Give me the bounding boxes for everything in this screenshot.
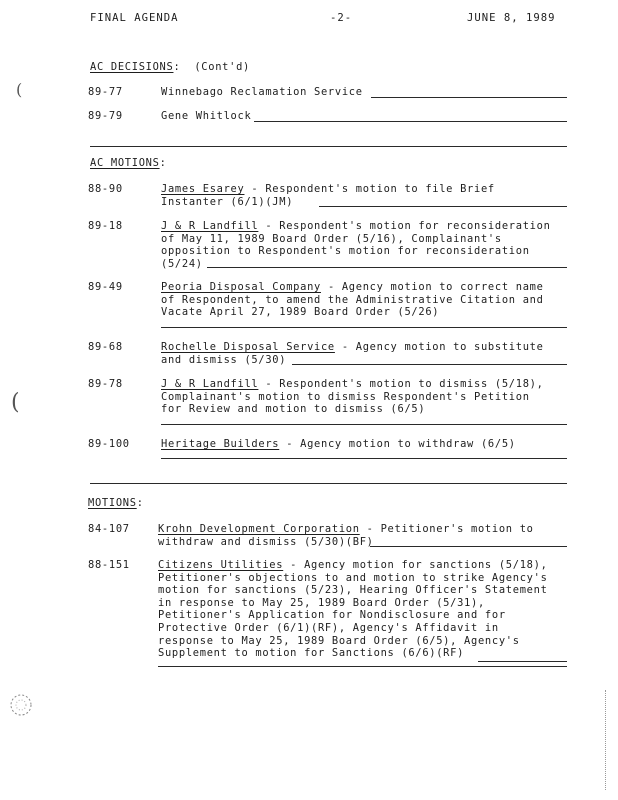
item-title: Gene Whitlock [161,110,252,122]
item-number: 89-100 [88,438,130,450]
item-number: 89-77 [88,86,123,98]
page-number: -2- [330,12,353,24]
signature-line [161,424,567,425]
signature-line [158,666,567,667]
scan-mark: ( [11,390,21,415]
header-left: FINAL AGENDA [90,12,179,24]
party-name: J & R Landfill [161,378,259,390]
party-name: Rochelle Disposal Service [161,341,335,353]
header-date: JUNE 8, 1989 [467,12,556,24]
section-divider [90,146,567,147]
motions-heading: MOTIONS: [88,497,144,509]
party-name: Peoria Disposal Company [161,281,321,293]
signature-line [207,267,567,268]
agenda-item-text: James Esarey - Respondent's motion to file Brief Instanter (6/1)(JM) [161,183,495,208]
agenda-item-text: J & R Landfill - Respondent's motion for reconsideration of May 11, 1989 Board Order (5/16), Complainant's opposition to Respondent's motion for reconsideration (5/24) [161,220,551,270]
party-name: James Esarey [161,183,245,195]
agenda-item-text: Citizens Utilities - Agency motion for sanctions (5/18), Petitioner's objections to and motion to strike Agency's motion for sanctions (5/23), Hearing Officer's Statement in response to May 25, 1989 Board Order (5/31), Petitioner's Application for Nondisclosure and for Protective Order (6/1)(RF), Agency's Affidavit in response to May 25, 1989 Board Order (6/5), Agency's Supplement to motion for Sanctions (6/6)(RF) [158,559,548,660]
punch-hole-mark [8,692,34,718]
ac-motions-heading: AC MOTIONS: [90,157,167,169]
agenda-item-text: Rochelle Disposal Service - Agency motion to substitute and dismiss (5/30) [161,341,544,366]
item-number: 88-151 [88,559,130,571]
scan-mark: ( [16,80,23,99]
agenda-item-text: Krohn Development Corporation - Petitioner's motion to withdraw and dismiss (5/30)(BF) [158,523,534,548]
signature-line [161,458,567,459]
signature-line [371,97,567,98]
item-number: 89-79 [88,110,123,122]
party-name: J & R Landfill [161,220,259,232]
item-title: Winnebago Reclamation Service [161,86,363,98]
agenda-item-text: Heritage Builders - Agency motion to withdraw (6/5) [161,438,516,450]
section-divider [90,483,567,484]
item-number: 84-107 [88,523,130,535]
item-number: 89-18 [88,220,123,232]
signature-line [254,121,567,122]
item-number: 89-78 [88,378,123,390]
agenda-item-text: J & R Landfill - Respondent's motion to dismiss (5/18), Complainant's motion to dismiss Respondent's Petition for Review and motion to dismiss (6/5) [161,378,544,416]
item-number: 89-49 [88,281,123,293]
signature-line [478,661,567,662]
party-name: Citizens Utilities [158,559,284,571]
signature-line [370,546,567,547]
ac-decisions-heading: AC DECISIONS: (Cont'd) [90,61,250,73]
signature-line [161,327,567,328]
party-name: Heritage Builders [161,438,280,450]
party-name: Krohn Development Corporation [158,523,360,535]
agenda-item-text: Peoria Disposal Company - Agency motion to correct name of Respondent, to amend the Administrative Citation and Vacate April 27, 1989 Board Order (5/26) [161,281,544,319]
item-number: 89-68 [88,341,123,353]
signature-line [319,206,567,207]
scan-edge [605,690,606,790]
signature-line [292,364,567,365]
item-number: 88-90 [88,183,123,195]
